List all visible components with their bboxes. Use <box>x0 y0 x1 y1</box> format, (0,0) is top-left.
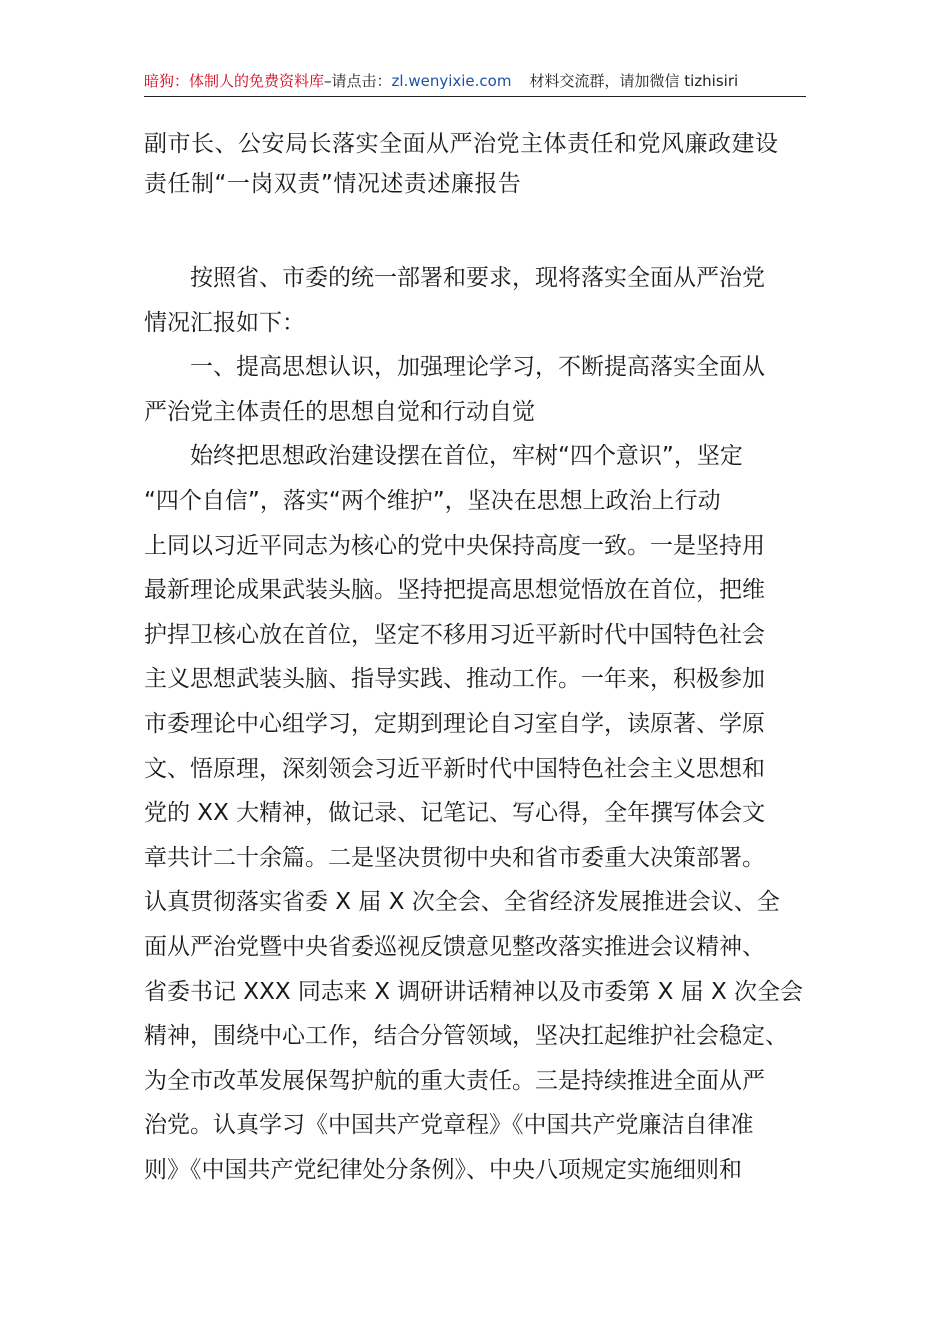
body-line: 情况汇报如下： <box>144 309 305 336</box>
document-title <box>144 124 809 204</box>
header-url-link[interactable]: zl.wenyixie.com <box>391 72 512 90</box>
body-line: 省委书记 XXX 同志来 X 调研讲话精神以及市委第 X 届 X 次全会 <box>144 978 804 1005</box>
body-line: 最新理论成果武装头脑。坚持把提高思想觉悟放在首位，把维 <box>144 577 765 604</box>
body-line: 则》《中国共产党纪律处分条例》、中央八项规定实施细则和 <box>144 1156 742 1183</box>
body-line: 护捍卫核心放在首位，坚定不移用习近平新时代中国特色社会 <box>144 621 765 648</box>
body-line: 党的 XX 大精神，做记录、记笔记、写心得，全年撰写体会文 <box>144 800 766 827</box>
body-line: 按照省、市委的统一部署和要求，现将落实全面从严治党 <box>190 265 765 291</box>
section-heading-line: 严治党主体责任的思想自觉和行动自觉 <box>144 398 535 425</box>
site-header-banner <box>144 66 806 97</box>
body-line: 主义思想武装头脑、指导实践、推动工作。一年来，积极参加 <box>144 666 765 693</box>
header-brand: 暗狗：体制人的免费资料库 <box>144 72 325 90</box>
body-line: 认真贯彻落实省委 X 届 X 次全会、全省经济发展推进会议、全 <box>144 889 780 916</box>
body-line: 始终把思想政治建设摆在首位，牢树“四个意识”，坚定 <box>190 443 743 470</box>
body-line: 章共计二十余篇。二是坚决贯彻中央和省市委重大决策部署。 <box>144 844 765 871</box>
document-body <box>144 256 809 1192</box>
title-line-2: 责任制“一岗双责”情况述责述廉报告 <box>144 171 522 197</box>
title-line-1: 副市长、公安局长落实全面从严治党主体责任和党风廉政建设 <box>144 131 779 157</box>
body-line: 治党。认真学习《中国共产党章程》《中国共产党廉洁自律准 <box>144 1112 754 1139</box>
body-line: 为全市改革发展保驾护航的重大责任。三是持续推进全面从严 <box>144 1067 765 1094</box>
body-line: “四个自信”，落实“两个维护”，坚决在思想上政治上行动 <box>144 487 721 514</box>
header-wechat-info: 材料交流群，请加微信 tizhisiri <box>529 72 739 90</box>
body-line: 上同以习近平同志为核心的党中央保持高度一致。一是坚持用 <box>144 532 765 559</box>
section-heading-line: 一、提高思想认识，加强理论学习，不断提高落实全面从 <box>190 354 765 381</box>
body-line: 精神，围绕中心工作，结合分管领域，坚决扛起维护社会稳定、 <box>144 1023 788 1050</box>
body-line: 市委理论中心组学习，定期到理论自习室自学，读原著、学原 <box>144 710 765 737</box>
body-line: 文、悟原理，深刻领会习近平新时代中国特色社会主义思想和 <box>144 755 765 782</box>
body-line: 面从严治党暨中央省委巡视反馈意见整改落实推进会议精神、 <box>144 933 765 960</box>
header-click-label: –请点击： <box>324 72 392 90</box>
